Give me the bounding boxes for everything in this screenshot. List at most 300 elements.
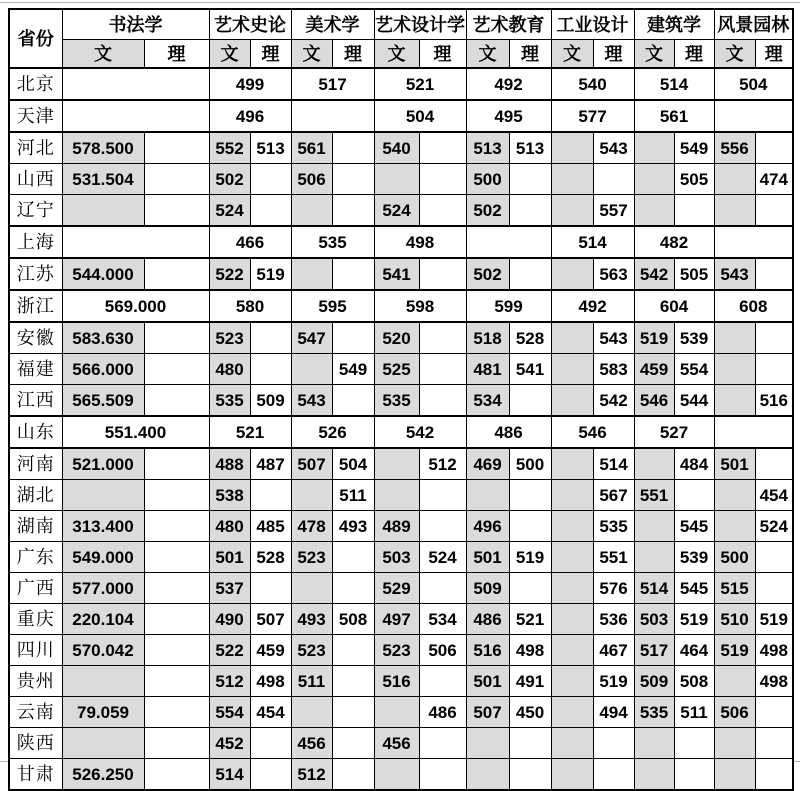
- score-cell: 507: [250, 604, 291, 635]
- score-cell: 517: [291, 68, 374, 100]
- stream-header-li: 理: [144, 40, 209, 69]
- score-cell: [714, 226, 793, 258]
- score-cell: 577: [551, 100, 634, 132]
- score-cell: [332, 635, 374, 666]
- province-cell: 江西: [9, 385, 62, 417]
- score-cell: [714, 100, 793, 132]
- score-cell: 459: [634, 354, 674, 385]
- score-cell: 556: [714, 132, 755, 164]
- score-cell: 523: [291, 542, 332, 573]
- score-cell: 514: [551, 226, 634, 258]
- score-cell: [755, 354, 793, 385]
- score-cell: 491: [509, 666, 551, 697]
- score-cell: 519: [755, 604, 793, 635]
- score-cell: [551, 164, 593, 195]
- score-cell: [144, 759, 209, 791]
- score-cell: 518: [466, 322, 509, 354]
- province-cell: 辽宁: [9, 195, 62, 227]
- score-cell: 467: [593, 635, 634, 666]
- score-cell: 549: [674, 132, 714, 164]
- score-cell: [714, 416, 793, 448]
- score-cell: 534: [419, 604, 466, 635]
- table-row: [9, 258, 793, 290]
- province-cell: 广西: [9, 573, 62, 604]
- score-cell: 578.500: [62, 132, 144, 164]
- table-row: [9, 226, 793, 258]
- score-cell: [674, 728, 714, 759]
- table-body: [9, 68, 793, 790]
- table-row: [9, 195, 793, 227]
- score-cell: [551, 132, 593, 164]
- score-cell: 220.104: [62, 604, 144, 635]
- score-cell: 496: [209, 100, 291, 132]
- score-cell: 493: [332, 511, 374, 542]
- score-cell: [714, 728, 755, 759]
- score-cell: 508: [674, 666, 714, 697]
- score-cell: [755, 258, 793, 290]
- score-cell: [144, 322, 209, 354]
- score-cell: [144, 573, 209, 604]
- score-cell: [466, 480, 509, 511]
- score-cell: 490: [209, 604, 250, 635]
- score-cell: 551: [634, 480, 674, 511]
- score-cell: 497: [374, 604, 419, 635]
- score-cell: 523: [209, 322, 250, 354]
- score-cell: [144, 448, 209, 480]
- score-cell: 496: [466, 511, 509, 542]
- province-cell: 湖北: [9, 480, 62, 511]
- stream-header-wen: 文: [634, 40, 674, 69]
- score-cell: [419, 385, 466, 417]
- score-cell: 506: [291, 164, 332, 195]
- score-cell: 511: [332, 480, 374, 511]
- score-cell: [551, 728, 593, 759]
- score-cell: 542: [634, 258, 674, 290]
- score-cell: [551, 666, 593, 697]
- score-cell: [374, 448, 419, 480]
- score-cell: 514: [209, 759, 250, 791]
- score-cell: 499: [209, 68, 291, 100]
- score-cell: [250, 728, 291, 759]
- score-cell: 486: [466, 604, 509, 635]
- score-cell: 523: [374, 635, 419, 666]
- score-cell: [332, 322, 374, 354]
- stream-header-wen: 文: [374, 40, 419, 69]
- score-cell: 493: [291, 604, 332, 635]
- score-cell: 514: [634, 68, 714, 100]
- score-cell: 516: [755, 385, 793, 417]
- table-row: [9, 728, 793, 759]
- score-cell: [332, 697, 374, 728]
- major-header: 书法学: [62, 9, 209, 40]
- province-cell: 山东: [9, 416, 62, 448]
- score-cell: [419, 164, 466, 195]
- province-cell: 上海: [9, 226, 62, 258]
- score-cell: 498: [250, 666, 291, 697]
- score-cell: 506: [419, 635, 466, 666]
- score-cell: [144, 132, 209, 164]
- table-row: [9, 385, 793, 417]
- score-cell: 551: [593, 542, 634, 573]
- score-cell: 519: [714, 635, 755, 666]
- score-cell: [144, 385, 209, 417]
- score-cell: [144, 542, 209, 573]
- score-cell: 503: [634, 604, 674, 635]
- table-row: [9, 164, 793, 195]
- table-header: [9, 9, 793, 68]
- score-cell: [593, 759, 634, 791]
- score-cell: 546: [551, 416, 634, 448]
- score-cell: [291, 195, 332, 227]
- province-cell: 天津: [9, 100, 62, 132]
- score-cell: 508: [332, 604, 374, 635]
- score-cell: [144, 728, 209, 759]
- score-cell: 503: [374, 542, 419, 573]
- score-cell: [419, 354, 466, 385]
- stream-header-wen: 文: [551, 40, 593, 69]
- stream-header-wen: 文: [209, 40, 250, 69]
- table-row: [9, 290, 793, 322]
- score-cell: [250, 354, 291, 385]
- score-cell: 509: [466, 573, 509, 604]
- score-cell: [374, 697, 419, 728]
- score-cell: 498: [509, 635, 551, 666]
- score-cell: [714, 759, 755, 791]
- score-cell: [634, 542, 674, 573]
- score-cell: [755, 322, 793, 354]
- score-cell: [291, 258, 332, 290]
- score-cell: 527: [634, 416, 714, 448]
- score-cell: [144, 511, 209, 542]
- score-cell: [62, 666, 144, 697]
- score-cell: [419, 666, 466, 697]
- score-cell: 501: [714, 448, 755, 480]
- score-cell: 482: [634, 226, 714, 258]
- score-cell: 583.630: [62, 322, 144, 354]
- score-cell: 531.504: [62, 164, 144, 195]
- score-cell: [509, 258, 551, 290]
- score-cell: 519: [509, 542, 551, 573]
- score-cell: 510: [714, 604, 755, 635]
- score-cell: [755, 132, 793, 164]
- table-row: [9, 573, 793, 604]
- score-cell: 481: [466, 354, 509, 385]
- score-cell: [332, 258, 374, 290]
- score-cell: 501: [209, 542, 250, 573]
- score-cell: [250, 480, 291, 511]
- score-cell: 498: [755, 666, 793, 697]
- score-cell: 522: [209, 258, 250, 290]
- score-cell: [634, 448, 674, 480]
- score-cell: 595: [291, 290, 374, 322]
- score-cell: [374, 164, 419, 195]
- score-cell: 535: [291, 226, 374, 258]
- score-cell: [374, 759, 419, 791]
- score-cell: 535: [593, 511, 634, 542]
- score-cell: [332, 728, 374, 759]
- score-cell: [509, 573, 551, 604]
- score-cell: 516: [466, 635, 509, 666]
- province-cell: 山西: [9, 164, 62, 195]
- score-cell: [250, 195, 291, 227]
- score-cell: 524: [209, 195, 250, 227]
- score-cell: 509: [250, 385, 291, 417]
- score-cell: [419, 759, 466, 791]
- score-cell: 519: [593, 666, 634, 697]
- score-cell: [551, 635, 593, 666]
- score-cell: 583: [593, 354, 634, 385]
- score-cell: 523: [291, 635, 332, 666]
- table-row: [9, 635, 793, 666]
- score-cell: [62, 728, 144, 759]
- table-row: [9, 542, 793, 573]
- score-cell: [551, 542, 593, 573]
- score-cell: [144, 666, 209, 697]
- score-cell: [509, 195, 551, 227]
- score-cell: [332, 164, 374, 195]
- score-cell: [62, 226, 209, 258]
- score-cell: [755, 195, 793, 227]
- score-cell: [551, 385, 593, 417]
- score-cell: [674, 480, 714, 511]
- score-cell: [755, 542, 793, 573]
- score-cell: [419, 480, 466, 511]
- score-cell: [62, 100, 209, 132]
- score-cell: [144, 604, 209, 635]
- province-cell: 北京: [9, 68, 62, 100]
- score-cell: [714, 480, 755, 511]
- table-row: [9, 697, 793, 728]
- score-cell: 505: [674, 258, 714, 290]
- score-cell: [593, 728, 634, 759]
- score-cell: 524: [419, 542, 466, 573]
- score-cell: 500: [714, 542, 755, 573]
- stream-header-wen: 文: [466, 40, 509, 69]
- score-cell: 452: [209, 728, 250, 759]
- score-cell: 505: [674, 164, 714, 195]
- score-cell: 521: [374, 68, 466, 100]
- score-cell: 501: [466, 666, 509, 697]
- score-cell: 524: [755, 511, 793, 542]
- score-cell: [551, 759, 593, 791]
- score-cell: 539: [674, 322, 714, 354]
- score-cell: 535: [209, 385, 250, 417]
- score-cell: [551, 511, 593, 542]
- score-cell: 502: [466, 195, 509, 227]
- score-cell: 485: [250, 511, 291, 542]
- score-cell: 456: [291, 728, 332, 759]
- score-cell: 521: [509, 604, 551, 635]
- stream-header-wen: 文: [714, 40, 755, 69]
- score-cell: [755, 573, 793, 604]
- major-header: 艺术教育: [466, 9, 551, 40]
- score-cell: 511: [291, 666, 332, 697]
- score-cell: [144, 480, 209, 511]
- score-cell: 504: [374, 100, 466, 132]
- score-cell: 478: [291, 511, 332, 542]
- score-cell: [291, 480, 332, 511]
- province-cell: 四川: [9, 635, 62, 666]
- score-cell: [674, 195, 714, 227]
- score-cell: 494: [593, 697, 634, 728]
- province-cell: 甘肃: [9, 759, 62, 791]
- score-cell: 570.042: [62, 635, 144, 666]
- score-cell: [634, 759, 674, 791]
- score-cell: [509, 728, 551, 759]
- stream-header-li: 理: [419, 40, 466, 69]
- score-cell: 576: [593, 573, 634, 604]
- score-cell: 528: [509, 322, 551, 354]
- score-cell: [144, 635, 209, 666]
- score-cell: 484: [674, 448, 714, 480]
- score-cell: 549.000: [62, 542, 144, 573]
- score-cell: [332, 759, 374, 791]
- score-cell: [291, 697, 332, 728]
- province-header: 省份: [9, 9, 62, 68]
- province-cell: 云南: [9, 697, 62, 728]
- table-row: [9, 354, 793, 385]
- top-frame-line: [0, 2, 800, 3]
- score-cell: 492: [551, 290, 634, 322]
- score-cell: [551, 480, 593, 511]
- table-row: [9, 416, 793, 448]
- score-cell: [714, 511, 755, 542]
- score-cell: 504: [332, 448, 374, 480]
- score-cell: 561: [634, 100, 714, 132]
- score-cell: [714, 322, 755, 354]
- score-cell: 450: [509, 697, 551, 728]
- major-header: 风景园林: [714, 9, 793, 40]
- province-cell: 河北: [9, 132, 62, 164]
- score-cell: 524: [374, 195, 419, 227]
- score-cell: 502: [466, 258, 509, 290]
- stream-header-li: 理: [755, 40, 793, 69]
- score-cell: [291, 354, 332, 385]
- score-cell: 535: [374, 385, 419, 417]
- score-cell: 464: [674, 635, 714, 666]
- province-cell: 湖南: [9, 511, 62, 542]
- score-cell: 543: [593, 322, 634, 354]
- score-cell: 546: [634, 385, 674, 417]
- score-cell: [250, 573, 291, 604]
- score-cell: 557: [593, 195, 634, 227]
- score-cell: 521.000: [62, 448, 144, 480]
- score-cell: [755, 728, 793, 759]
- score-cell: [634, 132, 674, 164]
- score-cell: 79.059: [62, 697, 144, 728]
- score-cell: [419, 132, 466, 164]
- score-cell: [714, 385, 755, 417]
- score-cell: [714, 195, 755, 227]
- score-cell: 537: [209, 573, 250, 604]
- admission-scores-table: [8, 8, 794, 791]
- major-header: 艺术史论: [209, 9, 291, 40]
- table-row: [9, 480, 793, 511]
- score-cell: 513: [466, 132, 509, 164]
- score-cell: 543: [714, 258, 755, 290]
- score-cell: 492: [466, 68, 551, 100]
- score-cell: [509, 164, 551, 195]
- score-cell: [62, 480, 144, 511]
- score-cell: 519: [250, 258, 291, 290]
- table-row: [9, 322, 793, 354]
- province-cell: 福建: [9, 354, 62, 385]
- score-cell: [551, 697, 593, 728]
- score-cell: 521: [209, 416, 291, 448]
- score-cell: [374, 480, 419, 511]
- score-cell: 487: [250, 448, 291, 480]
- score-cell: 500: [509, 448, 551, 480]
- table-row: [9, 132, 793, 164]
- table-row: [9, 666, 793, 697]
- score-cell: [332, 132, 374, 164]
- score-cell: 580: [209, 290, 291, 322]
- score-cell: 540: [374, 132, 419, 164]
- score-cell: [291, 100, 374, 132]
- score-cell: 563: [593, 258, 634, 290]
- score-cell: [144, 195, 209, 227]
- score-cell: 544: [674, 385, 714, 417]
- score-cell: 526: [291, 416, 374, 448]
- score-cell: 543: [593, 132, 634, 164]
- score-cell: [509, 480, 551, 511]
- score-cell: [144, 164, 209, 195]
- score-cell: 502: [209, 164, 250, 195]
- score-cell: 488: [209, 448, 250, 480]
- province-cell: 广东: [9, 542, 62, 573]
- score-cell: [332, 666, 374, 697]
- score-cell: [755, 759, 793, 791]
- score-cell: 480: [209, 511, 250, 542]
- score-cell: 542: [374, 416, 466, 448]
- score-cell: 577.000: [62, 573, 144, 604]
- score-cell: 520: [374, 322, 419, 354]
- score-cell: 539: [674, 542, 714, 573]
- score-cell: [755, 448, 793, 480]
- score-cell: [551, 573, 593, 604]
- score-cell: 515: [714, 573, 755, 604]
- score-cell: 513: [509, 132, 551, 164]
- score-cell: 504: [714, 68, 793, 100]
- stream-header-li: 理: [332, 40, 374, 69]
- score-cell: [419, 258, 466, 290]
- table-row: [9, 604, 793, 635]
- score-cell: 501: [466, 542, 509, 573]
- province-cell: 安徽: [9, 322, 62, 354]
- score-cell: [250, 322, 291, 354]
- score-cell: 514: [593, 448, 634, 480]
- score-cell: [551, 448, 593, 480]
- score-cell: 543: [291, 385, 332, 417]
- score-cell: [144, 697, 209, 728]
- score-cell: [634, 511, 674, 542]
- score-cell: 469: [466, 448, 509, 480]
- score-cell: 511: [674, 697, 714, 728]
- score-cell: [674, 759, 714, 791]
- score-cell: 519: [674, 604, 714, 635]
- score-cell: [332, 573, 374, 604]
- score-cell: [551, 354, 593, 385]
- score-cell: 545: [674, 511, 714, 542]
- score-cell: 529: [374, 573, 419, 604]
- province-cell: 重庆: [9, 604, 62, 635]
- score-cell: [509, 385, 551, 417]
- province-cell: 陕西: [9, 728, 62, 759]
- score-cell: 569.000: [62, 290, 209, 322]
- score-cell: 512: [291, 759, 332, 791]
- province-cell: 浙江: [9, 290, 62, 322]
- score-cell: 526.250: [62, 759, 144, 791]
